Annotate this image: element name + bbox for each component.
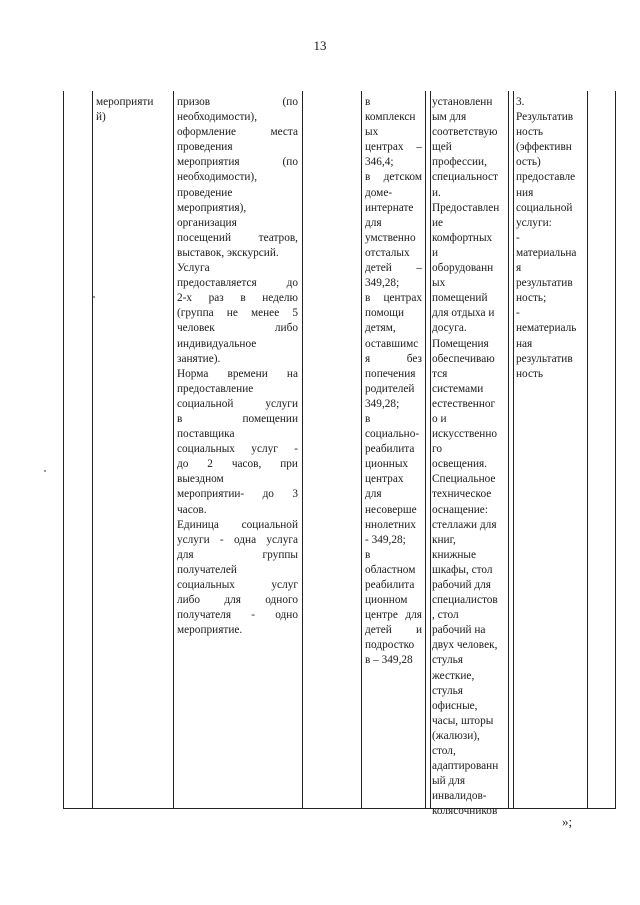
conditions-line: и	[432, 246, 439, 259]
description-line: посещений театров,	[177, 231, 298, 244]
service-name-line: мероприяти	[96, 96, 154, 108]
description-line: получателя - одно	[177, 609, 298, 622]
results-line: (эффективн	[516, 141, 572, 154]
conditions-line: освещения.	[432, 458, 488, 471]
tariff-line: центрах	[365, 473, 404, 486]
description-line: выставок, экскурсий.	[177, 246, 279, 259]
tariff-line: ционных	[365, 458, 409, 471]
tariff-line: ых	[365, 126, 379, 139]
tariff-line: 349,28;	[365, 397, 400, 410]
scan-speck	[44, 470, 46, 472]
service-name-line: й)	[96, 111, 106, 124]
tariff-line: родителей	[365, 382, 415, 395]
cell-service-name	[96, 95, 171, 125]
conditions-line: часы, шторы	[432, 714, 494, 727]
results-line: предоставле	[516, 171, 576, 184]
conditions-line: книжные	[432, 548, 477, 561]
tariff-line: в детском	[365, 171, 422, 184]
description-line: для группы	[177, 548, 298, 561]
closing-quote-mark: »;	[562, 814, 573, 829]
column-divider	[430, 91, 431, 809]
conditions-line: рабочий на	[432, 624, 486, 637]
description-line: до 2 часов, при	[177, 458, 298, 471]
results-line: ность	[516, 367, 544, 380]
conditions-line: адаптированн	[432, 760, 499, 773]
tariff-line: отсталых	[365, 246, 410, 259]
description-line: социальной услуги	[177, 397, 298, 410]
conditions-line: жесткие,	[432, 669, 475, 682]
conditions-line: Предоставлен	[432, 201, 500, 214]
conditions-line: помещений	[432, 292, 488, 305]
conditions-line: стеллажи для	[432, 518, 497, 531]
conditions-line: книг,	[432, 533, 456, 546]
description-line: социальных услуг -	[177, 443, 298, 456]
column-divider	[587, 91, 588, 809]
conditions-line: естественног	[432, 397, 496, 410]
description-line: либо для одного	[177, 594, 298, 607]
cell-results	[516, 95, 586, 382]
results-line: ость)	[516, 156, 541, 169]
description-line: 2-х раз в неделю	[177, 292, 298, 305]
results-line: 3.	[516, 96, 525, 108]
conditions-line: ых	[432, 277, 446, 290]
results-line: социальной	[516, 201, 573, 214]
description-line: мероприятия (по	[177, 156, 298, 169]
description-line: услуги - одна услуга	[177, 533, 298, 546]
tariff-line: в	[365, 96, 371, 108]
services-table	[63, 91, 616, 818]
description-line: получателей	[177, 563, 237, 576]
description-line: мероприятии- до 3	[177, 488, 298, 501]
conditions-line: рабочий для	[432, 579, 491, 591]
results-line: Результатив	[516, 111, 574, 124]
cell-tariff	[365, 95, 422, 669]
conditions-line: , стол	[432, 609, 459, 622]
scan-speck	[93, 296, 95, 298]
tariff-line: несоверше	[365, 503, 417, 516]
tariff-line: доме-	[365, 186, 393, 199]
description-line: проведение	[177, 186, 233, 199]
tariff-line: детей и	[365, 624, 422, 637]
description-line: Услуга	[177, 262, 210, 275]
tariff-line: интернате	[365, 201, 414, 214]
tariff-line: в – 349,28	[365, 654, 413, 667]
description-line: организация	[177, 216, 237, 229]
description-line: предоставляется до	[177, 277, 298, 290]
results-line: я	[516, 262, 522, 275]
conditions-line: (жалюзи),	[432, 729, 480, 742]
tariff-line: для	[365, 216, 382, 229]
description-line: призов (по	[177, 96, 298, 108]
results-line: услуги:	[516, 216, 552, 229]
results-line: -	[516, 231, 520, 244]
conditions-line: го	[432, 443, 443, 456]
conditions-line: соответствую	[432, 126, 498, 139]
description-line: социальных услуг	[177, 579, 298, 591]
description-line: необходимости),	[177, 111, 258, 124]
cell-service-description	[177, 95, 298, 638]
conditions-line: инвалидов-	[432, 790, 487, 803]
conditions-line: досуга.	[432, 322, 467, 335]
tariff-line: ннолетних	[365, 518, 416, 531]
description-line: человек либо	[177, 322, 298, 335]
description-line: оформление места	[177, 126, 298, 139]
tariff-line: реабилита	[365, 443, 415, 456]
conditions-line: Помещения	[432, 337, 489, 350]
conditions-line: стулья	[432, 684, 463, 697]
tariff-line: - 349,28;	[365, 533, 406, 546]
tariff-line: центрах –	[365, 141, 422, 154]
conditions-line: стол,	[432, 745, 456, 758]
tariff-line: детям,	[365, 322, 396, 335]
results-line: ная	[516, 337, 533, 350]
description-line: Единица социальной	[177, 518, 298, 531]
conditions-line: комфортных	[432, 231, 493, 244]
results-line: нематериаль	[516, 322, 577, 335]
column-divider	[513, 91, 514, 809]
conditions-line: профессии,	[432, 156, 487, 169]
conditions-line: оборудованн	[432, 262, 494, 275]
tariff-line: 349,28;	[365, 277, 400, 290]
description-line: выездном	[177, 473, 224, 486]
tariff-line: центре для	[365, 609, 422, 622]
results-line: ния	[516, 186, 534, 199]
conditions-line: ым для	[432, 111, 467, 124]
conditions-line: техническое	[432, 488, 492, 501]
tariff-line: в	[365, 412, 371, 425]
cell-conditions	[432, 95, 508, 820]
description-line: Норма времени на	[177, 367, 298, 380]
conditions-line: щей	[432, 141, 452, 154]
conditions-line: оснащение:	[432, 503, 488, 516]
conditions-line: обеспечиваю	[432, 352, 495, 365]
column-divider	[425, 91, 426, 809]
conditions-line: стулья	[432, 654, 463, 667]
conditions-line: ый для	[432, 775, 466, 788]
conditions-line: шкафы, стол	[432, 563, 493, 576]
column-divider	[92, 91, 93, 809]
conditions-line: специалистов	[432, 594, 498, 607]
tariff-line: подростко	[365, 639, 415, 652]
tariff-line: ционном	[365, 594, 408, 607]
conditions-line: Специальное	[432, 473, 496, 486]
column-divider	[361, 91, 362, 809]
results-line: ность;	[516, 292, 547, 305]
description-line: (группа не менее 5	[177, 307, 298, 320]
description-line: мероприятия),	[177, 201, 247, 214]
tariff-line: попечения	[365, 367, 416, 380]
tariff-line: помощи	[365, 307, 405, 320]
table-border-left	[63, 91, 64, 809]
tariff-line: социально-	[365, 428, 420, 441]
tariff-line: комплексн	[365, 111, 416, 124]
results-line: материальна	[516, 246, 577, 259]
conditions-line: тся	[432, 367, 448, 380]
results-line: -	[516, 307, 520, 320]
conditions-line: о и	[432, 412, 447, 425]
column-divider	[173, 91, 174, 809]
tariff-line: в	[365, 548, 371, 561]
conditions-line: ие	[432, 216, 444, 229]
conditions-line: для отдыха и	[432, 307, 495, 320]
conditions-line: офисные,	[432, 699, 478, 712]
conditions-line: и.	[432, 186, 441, 199]
tariff-line: я без	[365, 352, 422, 365]
conditions-line: искусственно	[432, 428, 498, 441]
conditions-line: установленн	[432, 96, 493, 108]
description-line: поставщика	[177, 428, 235, 441]
tariff-line: 346,4;	[365, 156, 394, 169]
description-line: предоставление	[177, 382, 254, 395]
description-line: индивидуальное	[177, 337, 257, 350]
tariff-line: реабилита	[365, 579, 415, 591]
tariff-line: умственно	[365, 231, 416, 244]
description-line: занятие).	[177, 352, 221, 365]
page-number: 13	[313, 38, 327, 53]
results-line: результатив	[516, 277, 573, 290]
description-line: проведения	[177, 141, 233, 154]
conditions-line: системами	[432, 382, 484, 395]
description-line: мероприятие.	[177, 624, 243, 637]
tariff-line: областном	[365, 563, 416, 576]
table-border-right	[615, 91, 616, 809]
column-divider	[302, 91, 303, 809]
description-line: в помещении	[177, 412, 298, 425]
results-line: ность	[516, 126, 544, 139]
table-bottom-border	[63, 808, 616, 809]
description-line: необходимости),	[177, 171, 258, 184]
tariff-line: для	[365, 488, 382, 501]
column-divider	[508, 91, 509, 809]
description-line: часов.	[177, 503, 207, 516]
conditions-line: двух человек,	[432, 639, 498, 652]
tariff-line: детей –	[365, 262, 422, 275]
results-line: результатив	[516, 352, 573, 365]
conditions-line: специальност	[432, 171, 498, 184]
conditions-line: колясочников	[432, 805, 498, 818]
tariff-line: оставшимс	[365, 337, 419, 350]
tariff-line: в центрах	[365, 292, 422, 305]
